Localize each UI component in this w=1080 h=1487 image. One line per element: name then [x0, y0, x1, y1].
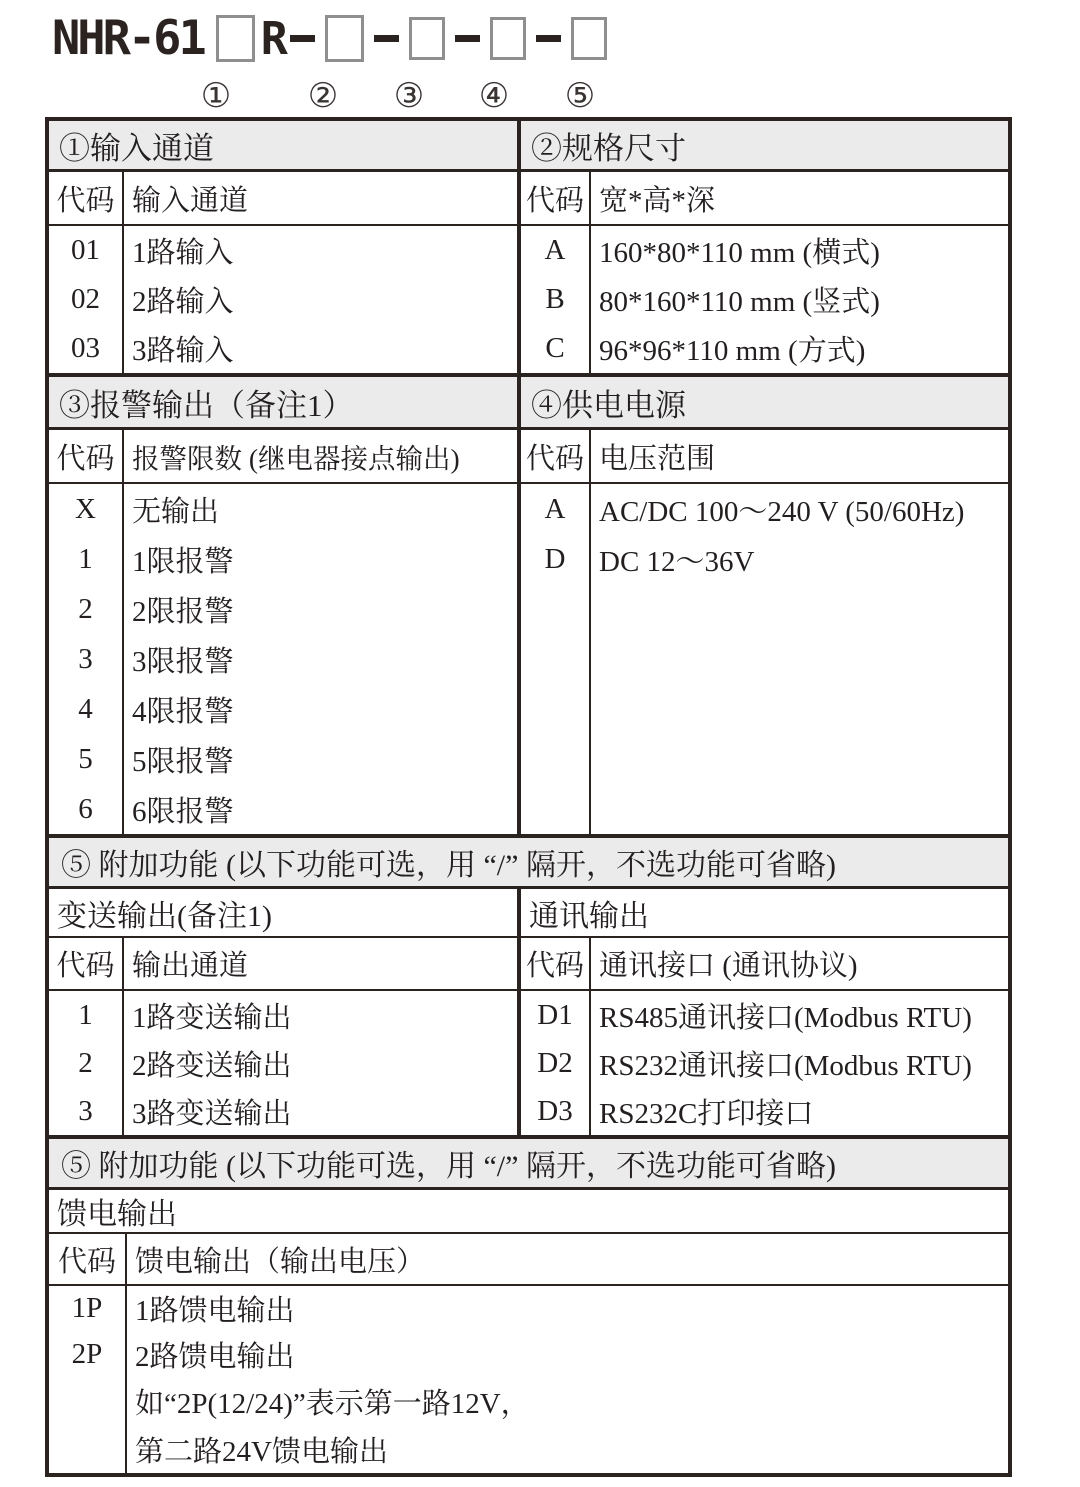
section5a-right-data — [521, 991, 1008, 1135]
section1-desc-header: 输入通道 — [132, 184, 249, 217]
section5a-right-subheader — [521, 938, 1008, 989]
section4-subheader — [521, 430, 1008, 482]
section1-data — [49, 226, 521, 373]
section1-desc-column — [124, 226, 517, 373]
code-cell: 03 — [71, 332, 100, 364]
section3-desc-column — [124, 484, 517, 834]
dash-separator — [536, 35, 561, 42]
section5a-right-title-cell — [521, 889, 1008, 936]
desc-cell: 160*80*110 mm (横式) — [599, 237, 880, 269]
section5b-banner: ⑤ 附加功能 (以下功能可选，用 “/” 隔开，不选功能可省略) — [61, 1150, 836, 1183]
section5b-banner-row — [49, 1135, 1008, 1187]
section5b-title-row — [49, 1187, 1008, 1232]
desc-cell: 96*96*110 mm (方式) — [599, 335, 866, 367]
desc-cell: 5限报警 — [132, 745, 234, 778]
code-cell: 5 — [78, 742, 93, 775]
section5b-code-header: 代码 — [49, 1234, 127, 1284]
code-cell: 2P — [71, 1337, 103, 1370]
code-cell: 1P — [71, 1292, 103, 1324]
section4-code-column — [521, 484, 591, 834]
option-box-3 — [409, 17, 445, 60]
section1-header: ①输入通道 — [59, 130, 214, 166]
desc-cell: 3路输入 — [132, 335, 234, 367]
desc-cell: 1限报警 — [132, 545, 234, 578]
desc-cell: 2路馈电输出 — [135, 1340, 295, 1373]
circled-number-2: ② — [307, 78, 339, 115]
code-cell: 3 — [78, 642, 93, 675]
section3-data — [49, 484, 521, 834]
section5a-title-row — [49, 886, 1008, 936]
desc-cell: 3路变送输出 — [132, 1097, 292, 1130]
option-box-5 — [571, 17, 607, 60]
desc-cell: 3限报警 — [132, 645, 234, 678]
option-box-2 — [325, 15, 364, 62]
section2-subheader — [521, 172, 1008, 224]
circled-number-5: ⑤ — [564, 78, 596, 115]
column-header-row-5b — [49, 1232, 1008, 1284]
data-row-band-1 — [49, 224, 1008, 373]
section5a-left-desc-header: 输出通道 — [132, 950, 249, 982]
code-cell: D1 — [537, 998, 573, 1031]
column-header-row-1 — [49, 169, 1008, 224]
column-header-row-2 — [49, 427, 1008, 482]
section3-desc-header: 报警限数 (继电器接点输出) — [132, 443, 460, 474]
feed-output-title: 馈电输出 — [57, 1198, 177, 1231]
section-header-row-2 — [49, 373, 1008, 427]
section3-code-column — [49, 484, 124, 834]
section2-desc-header: 宽*高*深 — [599, 184, 716, 217]
section3-header: ③报警输出（备注1） — [59, 387, 354, 423]
section2-header: ②规格尺寸 — [531, 130, 686, 166]
section5a-left-code-header: 代码 — [49, 938, 124, 989]
section1-header-cell — [49, 121, 521, 169]
code-cell: C — [545, 332, 565, 364]
dash-separator — [374, 35, 399, 42]
desc-cell: 2限报警 — [132, 595, 234, 628]
data-row-band-5a — [49, 989, 1008, 1135]
section5a-right-desc-header: 通讯接口 (通讯协议) — [599, 950, 858, 982]
code-cell: A — [544, 492, 566, 525]
circled-number-4: ④ — [478, 78, 510, 115]
comm-output-title: 通讯输出 — [529, 899, 649, 933]
section4-desc-column — [591, 484, 1008, 834]
code-cell: 1 — [78, 998, 93, 1031]
transmit-output-title: 变送输出(备注1) — [57, 899, 272, 933]
section5a-right-desc-column — [591, 991, 1008, 1135]
code-cell: 6 — [78, 792, 93, 825]
desc-cell: AC/DC 100～240 V (50/60Hz) — [599, 495, 965, 528]
ordering-code-table — [45, 117, 1012, 1477]
section5a-left-title-cell — [49, 889, 521, 936]
section4-desc-header: 电压范围 — [599, 442, 716, 475]
column-header-row-5a — [49, 936, 1008, 989]
data-row-band-5b — [49, 1284, 1008, 1473]
code-cell: A — [544, 234, 566, 266]
dash-separator — [290, 35, 315, 42]
option-box-4 — [490, 17, 526, 60]
desc-cell: 4限报警 — [132, 695, 234, 728]
section1-subheader — [49, 172, 521, 224]
section5a-left-desc-column — [124, 991, 517, 1135]
desc-cell: 2路变送输出 — [132, 1049, 292, 1082]
section5a-right-code-column — [521, 991, 591, 1135]
section5b-desc-column — [127, 1286, 1008, 1473]
data-row-band-2 — [49, 482, 1008, 834]
section5a-right-code-header: 代码 — [521, 938, 591, 989]
section5a-left-code-column — [49, 991, 124, 1135]
desc-cell: RS232通讯接口(Modbus RTU) — [599, 1049, 972, 1082]
code-cell: D3 — [537, 1094, 573, 1127]
circled-number-1: ① — [200, 78, 232, 115]
desc-cell: 2路输入 — [132, 286, 234, 318]
section3-subheader — [49, 430, 521, 482]
code-cell: D — [544, 542, 566, 575]
circled-number-3: ③ — [393, 78, 425, 115]
desc-cell: 6限报警 — [132, 795, 234, 828]
section4-data — [521, 484, 1008, 834]
desc-cell: RS232C打印接口 — [599, 1097, 814, 1130]
code-cell: 01 — [71, 234, 100, 266]
code-cell: 2 — [78, 1046, 93, 1079]
note-line: 如“2P(12/24)”表示第一路12V， — [135, 1387, 530, 1420]
section1-code-column — [49, 226, 124, 373]
desc-cell: 1路馈电输出 — [135, 1295, 295, 1327]
section1-code-header: 代码 — [49, 172, 124, 224]
option-box-1 — [216, 15, 255, 62]
section-header-row-1 — [49, 121, 1008, 169]
section5b-desc-header: 馈电输出（输出电压） — [135, 1245, 426, 1278]
desc-cell: 80*160*110 mm (竖式) — [599, 286, 880, 318]
code-cell: X — [75, 492, 96, 525]
model-suffix-r: R — [260, 11, 286, 65]
section4-header-cell — [521, 377, 1008, 427]
desc-cell: DC 12～36V — [599, 545, 755, 578]
code-cell: 2 — [78, 592, 93, 625]
section2-code-column — [521, 226, 591, 373]
section5a-banner: ⑤ 附加功能 (以下功能可选，用 “/” 隔开，不选功能可省略) — [61, 849, 836, 882]
desc-cell: 1路输入 — [132, 237, 234, 269]
code-cell: B — [545, 283, 565, 315]
section5b-code-column — [49, 1286, 127, 1473]
desc-cell: RS485通讯接口(Modbus RTU) — [599, 1001, 972, 1034]
section2-desc-column — [591, 226, 1008, 373]
code-cell: 3 — [78, 1094, 93, 1127]
section2-header-cell — [521, 121, 1008, 169]
model-code-line — [52, 6, 607, 70]
desc-cell: 无输出 — [132, 495, 220, 528]
section3-code-header: 代码 — [49, 430, 124, 482]
code-cell: 1 — [78, 542, 93, 575]
section2-data — [521, 226, 1008, 373]
model-name: NHR-61 — [52, 10, 204, 66]
section5a-banner-row — [49, 834, 1008, 886]
section3-header-cell — [49, 377, 521, 427]
note-line: 第二路24V馈电输出 — [135, 1435, 388, 1468]
section4-code-header: 代码 — [521, 430, 591, 482]
dash-separator — [455, 35, 480, 42]
section2-code-header: 代码 — [521, 172, 591, 224]
section5a-left-data — [49, 991, 521, 1135]
code-cell: D2 — [537, 1046, 573, 1079]
code-cell: 02 — [71, 283, 100, 315]
section4-header: ④供电电源 — [531, 387, 686, 423]
code-cell: 4 — [78, 692, 93, 725]
section5a-left-subheader — [49, 938, 521, 989]
desc-cell: 1路变送输出 — [132, 1001, 292, 1034]
